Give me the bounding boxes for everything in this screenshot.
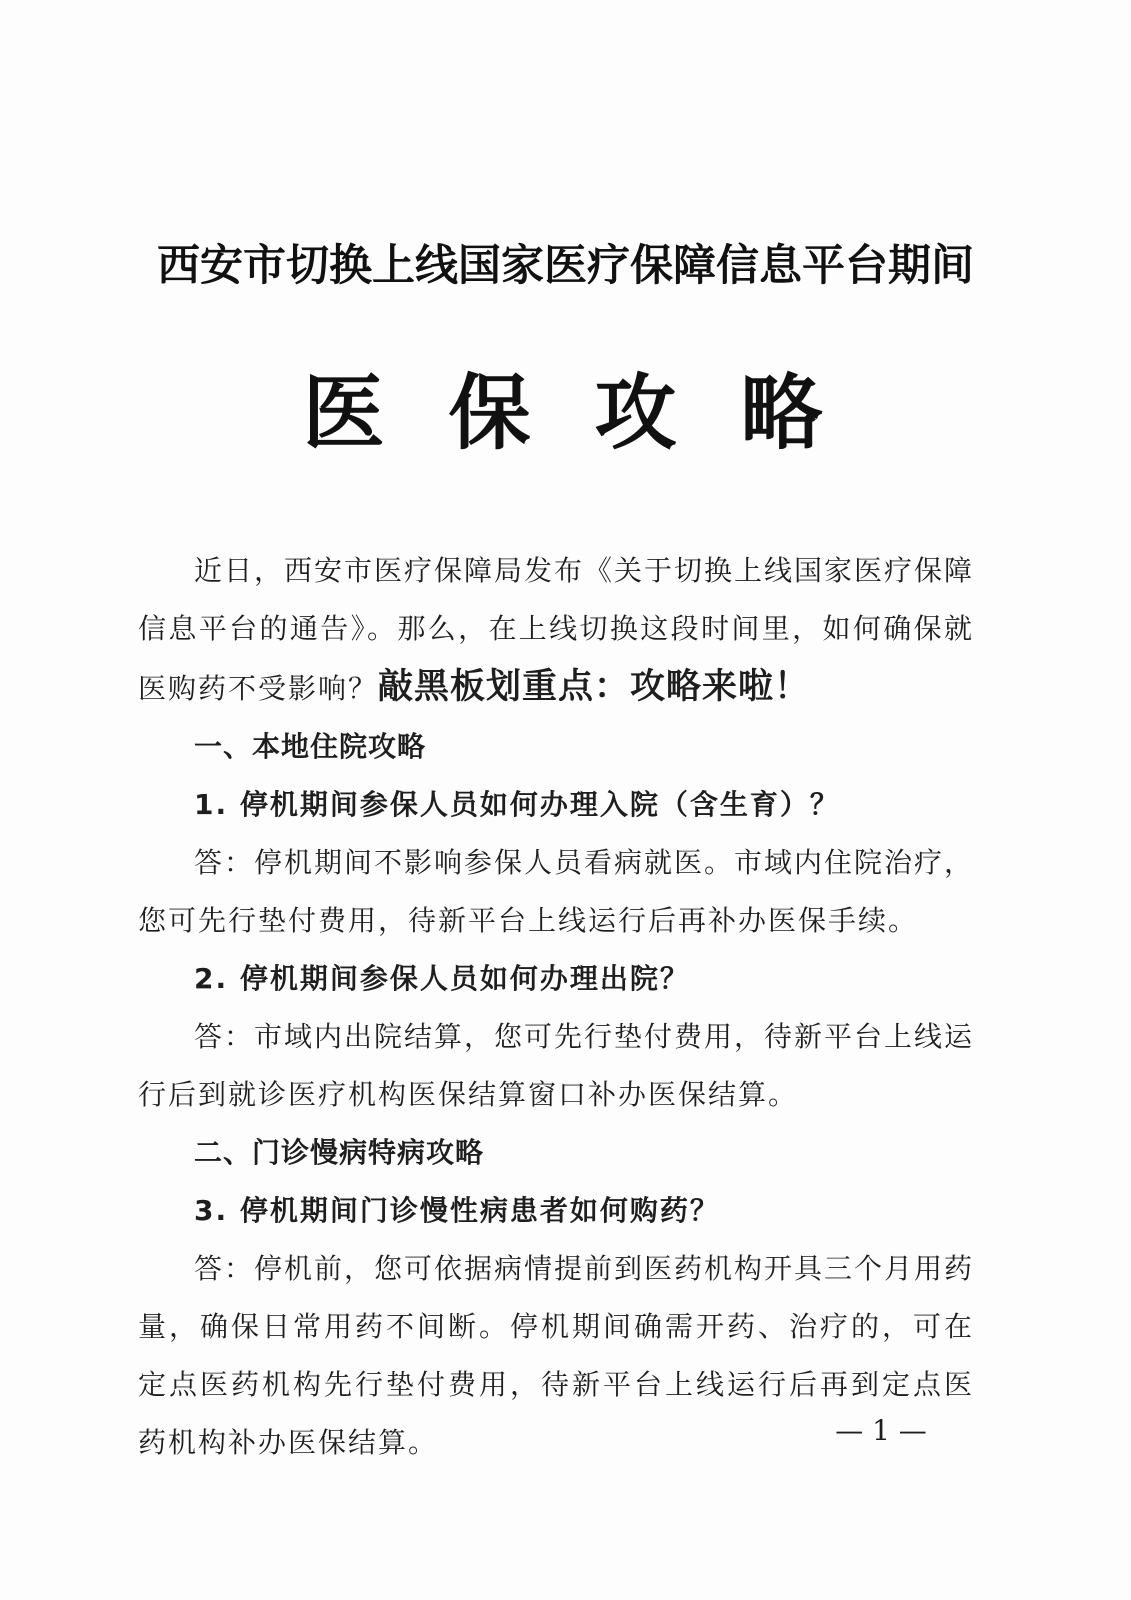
question-3: 3. 停机期间门诊慢性病患者如何购药？: [194, 1194, 720, 1227]
section-2-heading: 二、门诊慢病特病攻略: [194, 1136, 485, 1169]
intro-emphasis: 敲黑板划重点：攻略来啦！: [378, 667, 811, 707]
question-1: 1. 停机期间参保人员如何办理入院（含生育）？: [194, 788, 840, 821]
page-number: — 1 —: [835, 1414, 927, 1447]
answer-3: 答：停机前，您可依据病情提前到医药机构开具三个月用药量，确保日常用药不间断。停机期间确需开药、治疗的，可在定点医药机构先行垫付费用，待新平台上线运行后再到定点医药机构补办医保结算。: [138, 1252, 975, 1459]
document-body: [138, 542, 974, 1472]
question-2: 2. 停机期间参保人员如何办理出院？: [194, 962, 690, 995]
intro-paragraph: [138, 542, 974, 718]
answer-2: 答：市域内出院结算，您可先行垫付费用，待新平台上线运行后到就诊医疗机构医保结算窗口补办医保结算。: [138, 1020, 975, 1111]
intro-text: 近日，西安市医疗保障局发布《关于切换上线国家医疗保障信息平台的通告》。那么，在上线切换这段时间里，如何确保就医购药不受影响？: [138, 554, 975, 705]
answer-1: 答：停机期间不影响参保人员看病就医。市域内住院治疗，您可先行垫付费用，待新平台上线运行后再补办医保手续。: [138, 846, 975, 937]
document-title-line-1: 西安市切换上线国家医疗保障信息平台期间: [157, 241, 974, 291]
document-title-line-2: 医保攻略: [302, 365, 887, 461]
section-1-heading: 一、本地住院攻略: [194, 730, 427, 763]
